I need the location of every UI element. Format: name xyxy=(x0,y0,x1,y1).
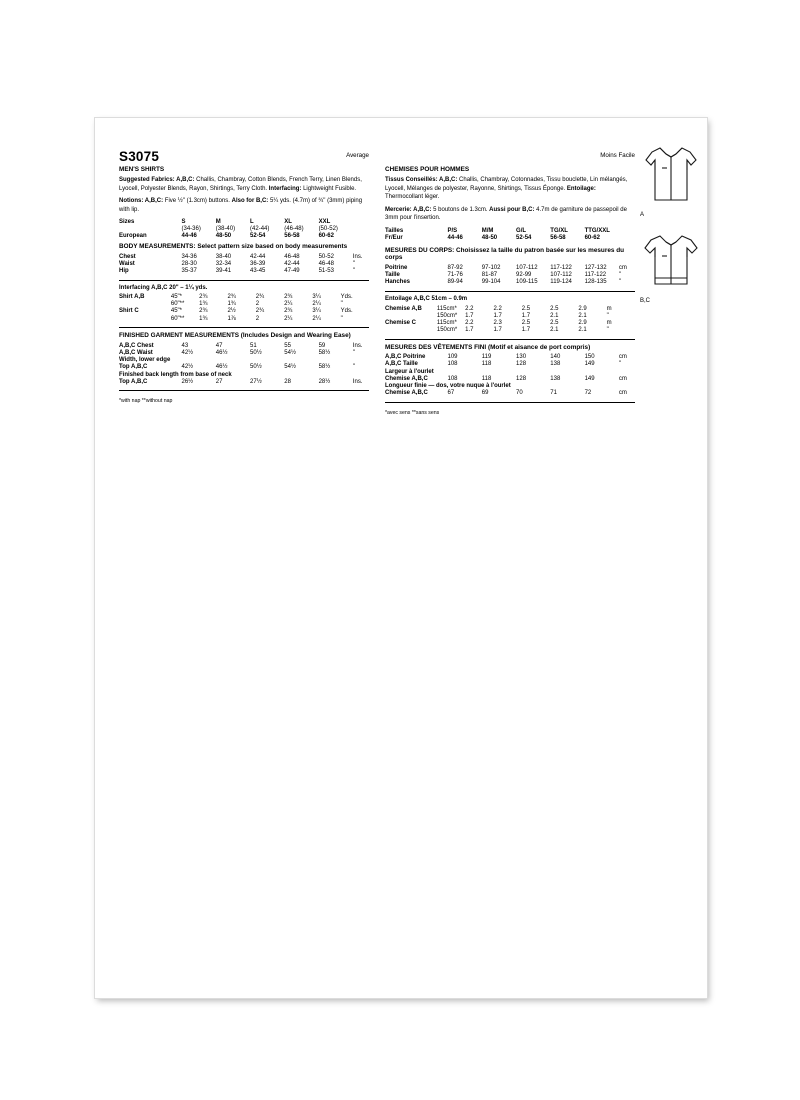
english-notions-text-2: 5¼ yds. (4.7m) of ¾" (3mm) piping with lip. xyxy=(119,198,363,213)
english-size-4: XXL xyxy=(318,218,331,225)
english-size-sub-1: (38-40) xyxy=(215,226,236,233)
figure-view-a xyxy=(640,138,702,218)
table-row: A,B,C Taille 108 118 128 138 149 " xyxy=(385,361,621,368)
table-row-european xyxy=(119,233,369,240)
table-row: Chemise A,B,C 108 118 128 138 149 cm xyxy=(385,375,627,382)
french-footnote: *avec sens **sans sens xyxy=(385,409,440,416)
french-fabrics-text: Challis, Chambray, Cotonnades, Tissu bouclette, Lin mélangés, Lyocell, Mélanges de polyester, Rayonne, Shirtings, Tissus Éponge. xyxy=(385,177,628,192)
english-notions-text: Five ½" (1.3cm) buttons. xyxy=(163,198,232,205)
french-title: CHEMISES POUR HOMMES xyxy=(385,166,470,173)
english-european-3: 56-58 xyxy=(284,233,300,240)
french-finished-table xyxy=(385,354,635,397)
english-finished-title: FINISHED GARMENT MEASUREMENTS (Includes Design and Wearing Ease) xyxy=(119,332,351,340)
english-notions-label-2: Also for B,C: xyxy=(231,198,269,205)
french-eur-label: Fr/Eur xyxy=(385,234,403,241)
french-notions-text-2: 4.7m de garniture de passepoil de 3mm pour l'insertion. xyxy=(385,206,627,222)
table-row: Largeur à l'ourlet xyxy=(385,368,434,375)
english-finished-table xyxy=(119,342,369,385)
french-finished-title: MESURES DES VÊTEMENTS FINI (Motif et aisance de port compris) xyxy=(385,343,591,351)
view-a-label: A xyxy=(640,212,645,218)
difficulty-french: Moins Facile xyxy=(600,152,635,159)
english-yardage-table xyxy=(119,294,369,323)
french-size-table xyxy=(385,227,635,241)
english-european-2: 52-54 xyxy=(250,233,266,240)
table-row: Waist 28-30 32-34 36-39 42-44 46-48 " xyxy=(119,260,355,267)
french-notions-label: Mercerie: A,B,C: xyxy=(385,206,432,213)
table-row: Chemise C 115cm* 2.2 2.3 2.5 2.5 2.9 m xyxy=(385,319,612,326)
english-fabrics-text: Challis, Chambray, Cotton Blends, French Terry, Linen Blends, Lyocell, Polyester Blends, Rayon, Shirtings, Terry Cloth. xyxy=(119,177,362,192)
english-fabrics xyxy=(119,176,369,193)
english-body-label-1: Waist xyxy=(119,260,135,267)
english-size-sub-0: (34-36) xyxy=(181,226,201,233)
divider-fr-1 xyxy=(385,291,635,292)
english-size-table xyxy=(119,218,369,240)
shirt-view-a-icon xyxy=(640,138,702,210)
french-notions xyxy=(385,206,635,223)
table-row-sizes: Tailles P/S M/M G/L TG/XL TTG/XXL xyxy=(385,227,610,234)
english-fabrics-label: Suggested Fabrics: A,B,C: xyxy=(119,177,195,183)
table-row: Poitrine 87-92 97-102 107-112 117-122 127-132 cm xyxy=(385,264,627,271)
english-size-sub-4: (50-52) xyxy=(318,226,338,233)
english-body-label-2: Hip xyxy=(119,267,129,274)
garment-line-art xyxy=(640,138,702,310)
table-row: 150cm* 1.7 1.7 1.7 2.1 2.1 " xyxy=(436,312,609,319)
english-title: MEN'S SHIRTS xyxy=(119,166,165,173)
figure-view-bc xyxy=(640,224,702,304)
english-interfacing-line: Interfacing A,B,C 20" – 1¼ yds. xyxy=(119,284,208,291)
table-row: Width, lower edge xyxy=(119,357,171,364)
english-sizes-label: Sizes xyxy=(119,218,135,225)
table-row: Chest 34-36 38-40 42-44 46-48 50-52 Ins. xyxy=(119,253,363,260)
difficulty-english: Average xyxy=(346,152,369,159)
english-size-sub-3: (46-48) xyxy=(284,226,304,233)
table-row: Finished back length from base of neck xyxy=(119,371,232,378)
table-row: Hip 35-37 39-41 43-45 47-49 51-53 " xyxy=(119,267,355,274)
table-row: Longueur finie — dos, votre nuque à l'ourlet xyxy=(385,383,511,389)
divider-2 xyxy=(119,327,369,328)
french-notions-label-2: Aussi pour B,C: xyxy=(489,206,535,213)
table-row: A,B,C Poitrine 109 119 130 140 150 cm xyxy=(385,354,627,361)
divider-1 xyxy=(119,280,369,281)
english-european-0: 44-46 xyxy=(181,233,197,240)
english-size-1: M xyxy=(215,218,221,225)
table-row: Chemise A,B,C 67 69 70 71 72 cm xyxy=(385,390,627,397)
french-header-row xyxy=(385,148,635,166)
divider-3 xyxy=(119,390,369,391)
english-size-2: L xyxy=(250,218,254,225)
english-header-row xyxy=(119,148,369,166)
french-sizes-label: Tailles xyxy=(385,227,404,234)
english-body-measurements-title: BODY MEASUREMENTS: Select pattern size based on body measurements xyxy=(119,242,348,250)
table-row: Top A,B,C 42½ 46½ 50½ 54½ 58½ " xyxy=(119,364,355,371)
french-yardage-table xyxy=(385,305,635,334)
french-body-measurements-table xyxy=(385,264,635,286)
french-body-measurements-title: MESURES DU CORPS: Choisissez la taille du patron basée sur les mesures du corps xyxy=(385,247,625,262)
english-body-label-0: Chest xyxy=(119,253,136,260)
table-row: Shirt C 45"* 2¾ 2½ 2¾ 2¾ 3¼ Yds. xyxy=(119,308,353,315)
table-row: Hanches 89-94 99-104 109-115 119-124 128-135 " xyxy=(385,279,621,286)
table-row: Shirt A,B 45"* 2¾ 2¾ 2¾ 2¾ 3¼ Yds. xyxy=(119,294,353,301)
french-interfacing-label: Entoilage: xyxy=(566,185,596,192)
french-column xyxy=(385,148,635,416)
french-interfacing-line: Entoilage A,B,C 51cm – 0.9m xyxy=(385,295,468,302)
english-european-1: 48-50 xyxy=(215,233,232,240)
table-row-sizes-sub xyxy=(119,226,369,233)
english-footnote: *with nap **without nap xyxy=(119,398,173,405)
english-interfacing-text: Lightweight Fusible. xyxy=(301,185,357,192)
view-bc-label: B,C xyxy=(640,298,651,304)
divider-fr-2 xyxy=(385,339,635,340)
french-fabrics-label: Tissus Conseillés: A,B,C: xyxy=(385,177,458,183)
table-row: 150cm* 1.7 1.7 1.7 2.1 2.1 " xyxy=(436,327,609,334)
table-row: 60"** 1¾ 1¾ 2 2¼ 2¼ " xyxy=(170,301,343,308)
english-column xyxy=(119,148,369,404)
table-row: A,B,C Waist 42½ 46½ 50½ 54½ 58½ " xyxy=(119,350,355,357)
sheet-inner xyxy=(95,118,707,998)
shirt-view-bc-icon xyxy=(640,224,702,296)
english-body-measurements-table xyxy=(119,253,369,275)
english-interfacing-label: Interfacing: xyxy=(268,185,302,192)
table-row: 60"** 1¾ 1⅞ 2 2¼ 2¼ " xyxy=(170,315,343,322)
pattern-envelope-back xyxy=(95,118,707,998)
table-row: Chemise A,B 115cm* 2.2 2.2 2.5 2.5 2.9 m xyxy=(385,305,612,312)
english-notions xyxy=(119,197,369,214)
french-interfacing-text: Thermocollant léger. xyxy=(385,194,440,201)
table-row: Top A,B,C 26½ 27 27½ 28 28½ Ins. xyxy=(119,378,363,385)
english-size-sub-2: (42-44) xyxy=(250,226,270,233)
divider-fr-3 xyxy=(385,402,635,403)
english-size-0: S xyxy=(181,218,186,225)
table-row-sizes xyxy=(119,218,369,225)
english-european-label: European xyxy=(119,233,147,240)
french-fabrics xyxy=(385,176,635,202)
pattern-number: S3075 xyxy=(119,149,160,164)
english-european-4: 60-62 xyxy=(318,233,334,240)
french-notions-text: 5 boutons de 1.3cm. xyxy=(431,206,490,213)
table-row: A,B,C Chest 43 47 51 55 59 Ins. xyxy=(119,342,363,349)
table-row: Taille 71-76 81-87 92-99 107-112 117-122 " xyxy=(385,272,621,279)
table-row-fr-eur: Fr/Eur 44-46 48-50 52-54 56-58 60-62 xyxy=(385,234,600,241)
english-notions-label: Notions: A,B,C: xyxy=(119,198,164,205)
english-size-3: XL xyxy=(284,218,292,225)
